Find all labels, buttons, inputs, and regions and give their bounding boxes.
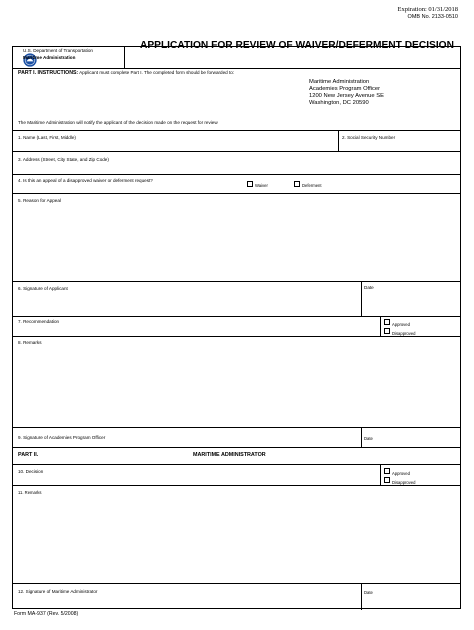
decision-label: 10. Decision xyxy=(18,469,44,474)
waiver-checkbox[interactable] xyxy=(247,181,253,187)
officer-date-label: Date xyxy=(364,436,373,441)
name-label: 1. Name (Last, First, Middle) xyxy=(18,135,76,140)
ssn-label: 2. Social Security Number xyxy=(342,135,396,140)
decision-approved-checkbox[interactable] xyxy=(384,468,390,474)
part1-instruction: Applicant must complete Part I. The completed form should be forwarded to: xyxy=(79,70,235,75)
recommendation-disapproved-checkbox[interactable] xyxy=(384,328,390,334)
decision-approved-label: Approved xyxy=(392,471,410,476)
omb-number: OMB No. 2133-0510 xyxy=(407,14,458,20)
deferment-checkbox[interactable] xyxy=(294,181,300,187)
form-number: Form MA-937 (Rev. 5/2008) xyxy=(14,611,79,617)
applicant-date-label: Date xyxy=(364,285,374,290)
applicant-signature-label: 6. Signature of Applicant xyxy=(18,286,68,291)
expiration-date: Expiration: 01/31/2018 xyxy=(397,6,458,13)
reason-label: 5. Reason for Appeal xyxy=(18,198,61,203)
application-form xyxy=(12,40,461,609)
admin-date-label: Date xyxy=(364,590,373,595)
decision-disapproved-label: Disapproved xyxy=(392,480,416,485)
admin-name: Maritime Administration xyxy=(23,55,76,60)
waiver-label: Waiver xyxy=(255,183,268,188)
officer-signature-label: 9. Signature of Academies Program Officer xyxy=(18,435,106,440)
deferment-label: Deferment xyxy=(302,183,322,188)
decision-disapproved-checkbox[interactable] xyxy=(384,477,390,483)
recommendation-approved-label: Approved xyxy=(392,322,410,327)
mailing-address: Maritime Administration Academies Program Officer 1200 New Jersey Avenue SE Washington, DC 20590 xyxy=(309,79,384,106)
admin-remarks-label: 11. Remarks xyxy=(18,490,42,495)
remarks-label: 8. Remarks xyxy=(18,340,42,345)
recommendation-approved-checkbox[interactable] xyxy=(384,319,390,325)
part2-heading: PART II. xyxy=(18,452,39,458)
recommendation-label: 7. Recommendation xyxy=(18,319,60,324)
notify-text: The Maritime Administration will notify the applicant of the decision made on the request for review xyxy=(18,120,218,125)
part1-heading: PART I. INSTRUCTIONS: Applicant must complete Part I. The completed form should be forwarded to: xyxy=(18,70,235,76)
admin-signature-label: 12. Signature of Maritime Administrator xyxy=(18,589,98,594)
appeal-question: 4. Is this an appeal of a disapproved waiver or deferment request? xyxy=(18,178,153,183)
form-title: APPLICATION FOR REVIEW OF WAIVER/DEFERMENT DECISION xyxy=(140,40,454,51)
recommendation-disapproved-label: Disapproved xyxy=(392,331,416,336)
dept-name: U.S. Department of Transportation xyxy=(23,48,93,53)
part2-section: MARITIME ADMINISTRATOR xyxy=(193,452,266,458)
address-label: 3. Address (Street, City State, and Zip Code) xyxy=(18,157,109,162)
